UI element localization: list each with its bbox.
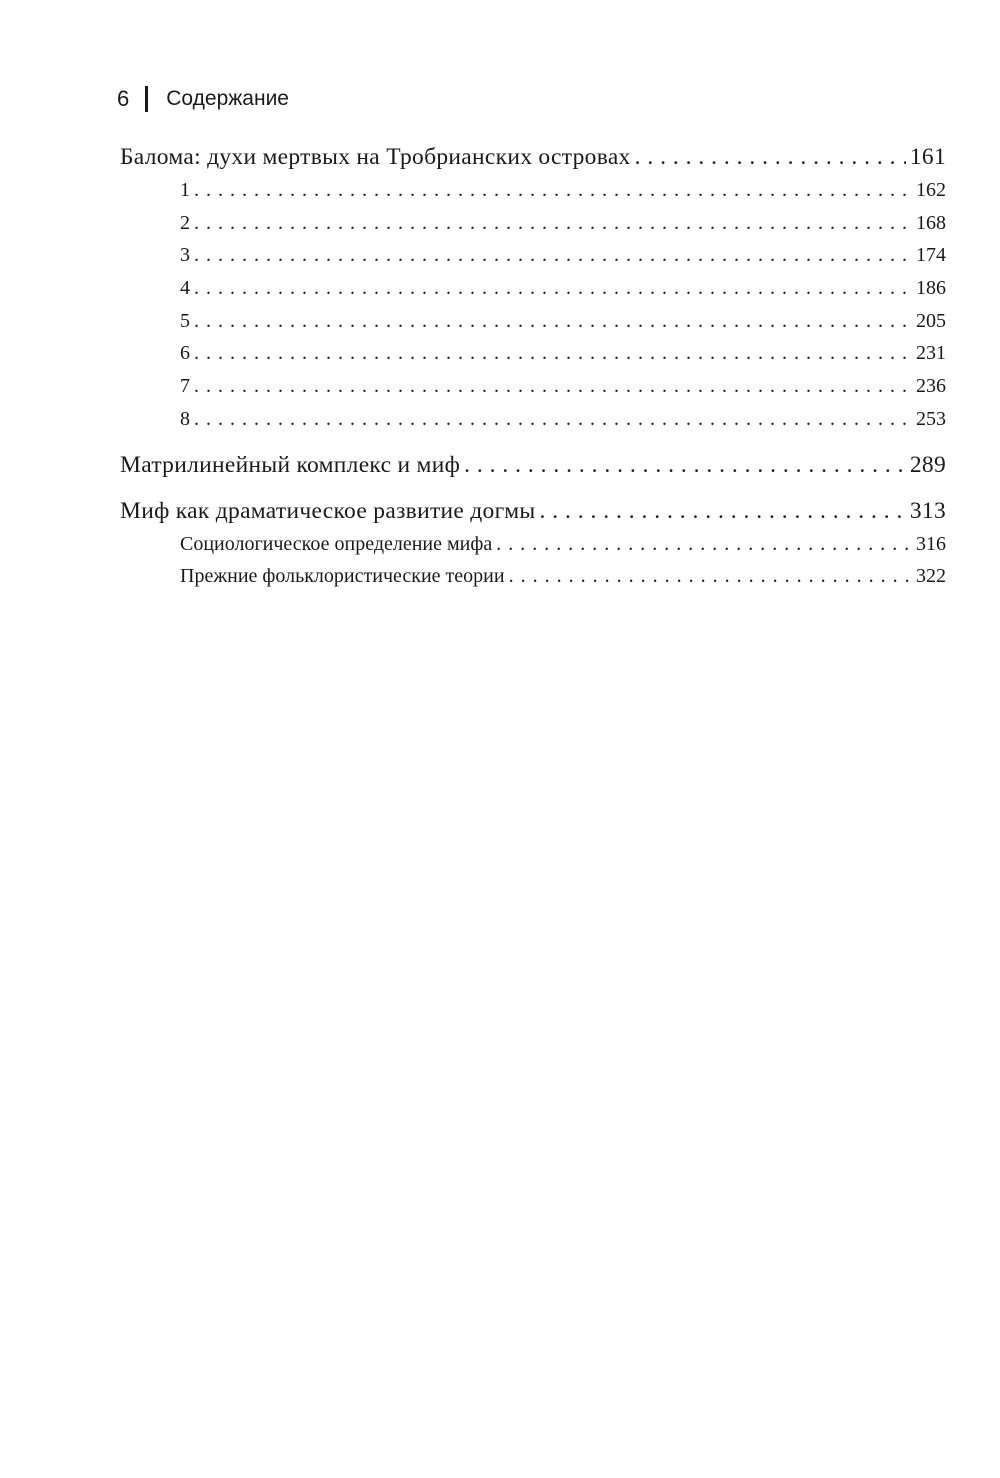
header-separator bbox=[145, 86, 148, 112]
dot-leader bbox=[194, 337, 912, 370]
toc-chapter-myth-dogma[interactable] bbox=[120, 494, 946, 528]
toc-chapter-title: Балома: духи мертвых на Тробрианских островах bbox=[120, 144, 631, 170]
toc-page-number: 205 bbox=[916, 309, 946, 332]
toc-subsection-title: 5 bbox=[180, 309, 190, 332]
toc-chapter-baloma[interactable] bbox=[120, 140, 946, 174]
toc-page-number: 186 bbox=[916, 277, 946, 300]
section-title: Содержание bbox=[166, 87, 289, 110]
dot-leader bbox=[496, 528, 912, 561]
toc-subsection[interactable] bbox=[120, 305, 946, 338]
toc-subsection[interactable] bbox=[120, 239, 946, 272]
toc-subsection-title: 8 bbox=[180, 407, 190, 430]
dot-leader bbox=[194, 272, 912, 305]
toc-subsection-title: 1 bbox=[180, 179, 190, 201]
dot-leader bbox=[540, 494, 906, 528]
page-number: 6 bbox=[117, 86, 130, 111]
toc-subsection-title: 2 bbox=[180, 211, 190, 234]
dot-leader bbox=[194, 207, 912, 240]
toc-page-number: 162 bbox=[916, 179, 946, 201]
toc-chapter-matrilineal[interactable] bbox=[120, 448, 946, 482]
toc-page-number: 161 bbox=[909, 144, 946, 170]
dot-leader bbox=[194, 403, 912, 436]
dot-leader bbox=[509, 560, 912, 593]
dot-leader bbox=[194, 239, 912, 272]
toc-subsection-title: 7 bbox=[180, 375, 190, 398]
toc-subsection-title: 4 bbox=[180, 277, 190, 300]
toc-subsection-title: Прежние фольклористические теории bbox=[180, 565, 505, 588]
toc-page-number: 168 bbox=[916, 211, 946, 234]
toc-page-number: 174 bbox=[916, 244, 946, 267]
dot-leader bbox=[194, 174, 912, 207]
table-of-contents bbox=[120, 140, 946, 593]
toc-page-number: 316 bbox=[916, 532, 946, 555]
dot-leader bbox=[464, 448, 906, 482]
toc-page-number: 289 bbox=[909, 451, 946, 478]
running-header bbox=[117, 86, 289, 112]
toc-page-number: 253 bbox=[916, 407, 946, 430]
dot-leader bbox=[194, 370, 912, 403]
toc-page-number: 236 bbox=[916, 375, 946, 398]
toc-page-number: 231 bbox=[916, 342, 946, 365]
toc-chapter-title: Миф как драматическое развитие догмы bbox=[120, 497, 536, 524]
toc-chapter-title: Матрилинейный комплекс и миф bbox=[120, 451, 461, 478]
toc-subsection[interactable] bbox=[120, 370, 946, 403]
toc-subsection-title: Социологическое определение мифа bbox=[180, 532, 493, 555]
dot-leader bbox=[194, 305, 912, 338]
toc-subsection[interactable] bbox=[120, 174, 946, 207]
toc-page-number: 322 bbox=[916, 565, 946, 588]
toc-subsection[interactable] bbox=[120, 272, 946, 305]
toc-page-number: 313 bbox=[909, 497, 946, 524]
toc-subsection[interactable] bbox=[120, 560, 946, 593]
toc-subsection-title: 6 bbox=[180, 342, 190, 365]
toc-subsection[interactable] bbox=[120, 337, 946, 370]
toc-subsection[interactable] bbox=[120, 207, 946, 240]
toc-subsection[interactable] bbox=[120, 403, 946, 436]
toc-subsection-title: 3 bbox=[180, 244, 190, 267]
toc-subsection[interactable] bbox=[120, 528, 946, 561]
dot-leader bbox=[635, 140, 906, 174]
